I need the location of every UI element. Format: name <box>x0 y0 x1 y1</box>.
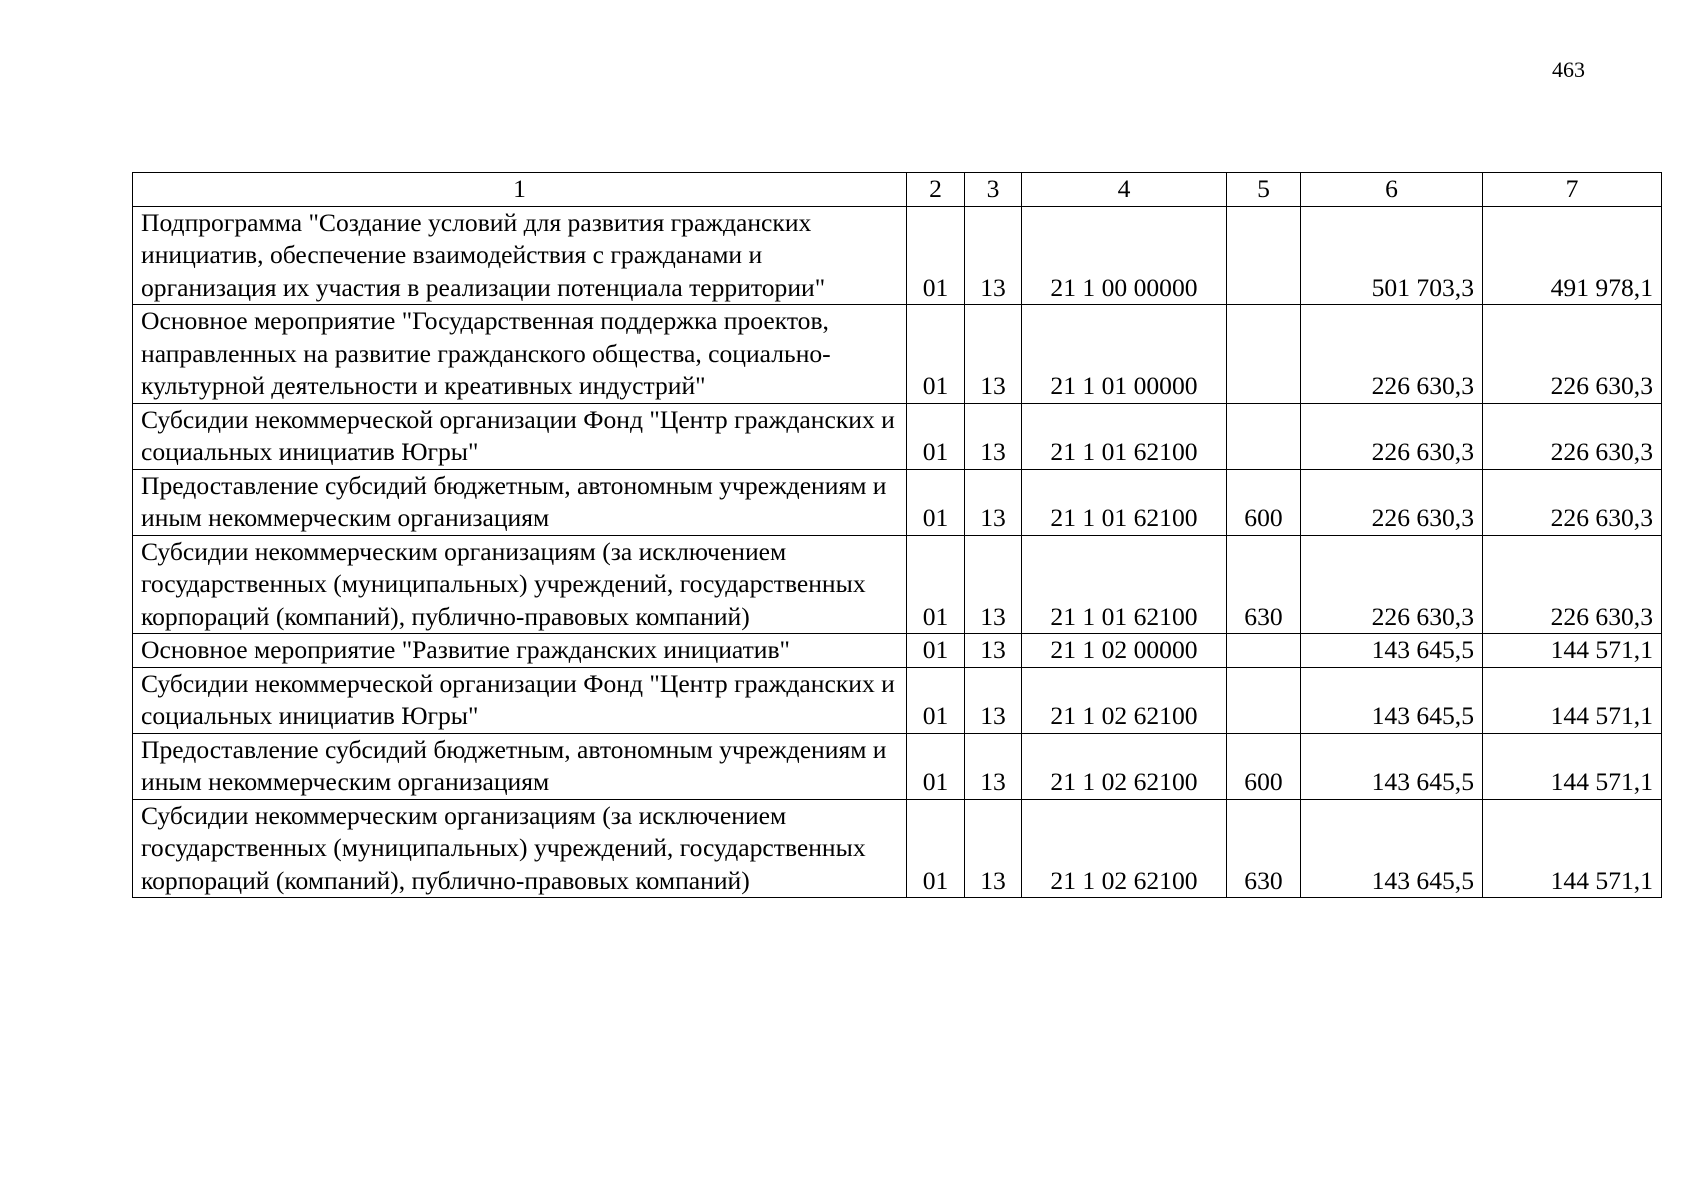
row-section: 01 <box>907 799 965 898</box>
row-section: 01 <box>907 634 965 668</box>
row-expense-type <box>1227 206 1301 305</box>
row-amount-2: 491 978,1 <box>1483 206 1662 305</box>
page-number: 463 <box>1552 57 1585 82</box>
row-section: 01 <box>907 469 965 535</box>
header-col-1: 1 <box>133 173 907 207</box>
row-amount-1: 143 645,5 <box>1301 799 1483 898</box>
row-target-code: 21 1 02 62100 <box>1022 733 1227 799</box>
row-section: 01 <box>907 733 965 799</box>
row-target-code: 21 1 02 00000 <box>1022 634 1227 668</box>
row-amount-2: 144 571,1 <box>1483 634 1662 668</box>
row-amount-2: 226 630,3 <box>1483 469 1662 535</box>
row-subsection: 13 <box>965 799 1022 898</box>
table-row <box>133 535 1662 634</box>
row-amount-1: 143 645,5 <box>1301 634 1483 668</box>
table-row <box>133 206 1662 305</box>
row-target-code: 21 1 01 62100 <box>1022 535 1227 634</box>
row-target-code: 21 1 00 00000 <box>1022 206 1227 305</box>
row-subsection: 13 <box>965 733 1022 799</box>
row-amount-1: 226 630,3 <box>1301 305 1483 404</box>
table-row <box>133 403 1662 469</box>
row-subsection: 13 <box>965 469 1022 535</box>
row-subsection: 13 <box>965 535 1022 634</box>
row-name: Предоставление субсидий бюджетным, автономным учреждениям и иным некоммерческим организациям <box>133 469 907 535</box>
row-amount-2: 226 630,3 <box>1483 403 1662 469</box>
row-name: Предоставление субсидий бюджетным, автономным учреждениям и иным некоммерческим организациям <box>133 733 907 799</box>
row-expense-type: 630 <box>1227 799 1301 898</box>
row-section: 01 <box>907 667 965 733</box>
row-expense-type <box>1227 634 1301 668</box>
table-row <box>133 667 1662 733</box>
row-expense-type: 630 <box>1227 535 1301 634</box>
row-amount-2: 226 630,3 <box>1483 305 1662 404</box>
row-amount-2: 144 571,1 <box>1483 733 1662 799</box>
header-row <box>133 173 1662 207</box>
row-amount-1: 226 630,3 <box>1301 469 1483 535</box>
row-name: Основное мероприятие "Государственная поддержка проектов, направленных на развитие гражданского общества, социально-культурной деятельности и креативных индустрий" <box>133 305 907 404</box>
row-amount-2: 226 630,3 <box>1483 535 1662 634</box>
row-subsection: 13 <box>965 403 1022 469</box>
row-section: 01 <box>907 403 965 469</box>
row-name: Субсидии некоммерческим организациям (за исключением государственных (муниципальных) учреждений, государственных корпораций (компаний), публично-правовых компаний) <box>133 799 907 898</box>
row-target-code: 21 1 01 62100 <box>1022 469 1227 535</box>
row-amount-1: 226 630,3 <box>1301 403 1483 469</box>
row-subsection: 13 <box>965 634 1022 668</box>
row-expense-type <box>1227 305 1301 404</box>
row-section: 01 <box>907 305 965 404</box>
table-header <box>133 173 1662 207</box>
row-target-code: 21 1 02 62100 <box>1022 799 1227 898</box>
row-name: Основное мероприятие "Развитие гражданских инициатив" <box>133 634 907 668</box>
header-col-4: 4 <box>1022 173 1227 207</box>
row-expense-type: 600 <box>1227 469 1301 535</box>
row-target-code: 21 1 01 62100 <box>1022 403 1227 469</box>
budget-table <box>132 172 1662 898</box>
row-amount-1: 143 645,5 <box>1301 667 1483 733</box>
row-expense-type: 600 <box>1227 733 1301 799</box>
table-row <box>133 733 1662 799</box>
row-name: Подпрограмма "Создание условий для развития гражданских инициатив, обеспечение взаимодействия с гражданами и организация их участия в реализации потенциала территории" <box>133 206 907 305</box>
table-row <box>133 469 1662 535</box>
row-name: Субсидии некоммерческой организации Фонд "Центр гражданских и социальных инициатив Югры" <box>133 403 907 469</box>
table-row <box>133 305 1662 404</box>
row-section: 01 <box>907 206 965 305</box>
row-amount-1: 143 645,5 <box>1301 733 1483 799</box>
row-amount-2: 144 571,1 <box>1483 667 1662 733</box>
table-row <box>133 799 1662 898</box>
table-row <box>133 634 1662 668</box>
row-amount-1: 226 630,3 <box>1301 535 1483 634</box>
row-expense-type <box>1227 403 1301 469</box>
table-body <box>133 206 1662 898</box>
row-name: Субсидии некоммерческим организациям (за исключением государственных (муниципальных) учреждений, государственных корпораций (компаний), публично-правовых компаний) <box>133 535 907 634</box>
row-subsection: 13 <box>965 206 1022 305</box>
row-subsection: 13 <box>965 305 1022 404</box>
row-amount-2: 144 571,1 <box>1483 799 1662 898</box>
row-target-code: 21 1 01 00000 <box>1022 305 1227 404</box>
row-section: 01 <box>907 535 965 634</box>
header-col-6: 6 <box>1301 173 1483 207</box>
header-col-5: 5 <box>1227 173 1301 207</box>
header-col-3: 3 <box>965 173 1022 207</box>
header-col-2: 2 <box>907 173 965 207</box>
header-col-7: 7 <box>1483 173 1662 207</box>
row-expense-type <box>1227 667 1301 733</box>
row-subsection: 13 <box>965 667 1022 733</box>
row-target-code: 21 1 02 62100 <box>1022 667 1227 733</box>
row-name: Субсидии некоммерческой организации Фонд "Центр гражданских и социальных инициатив Югры" <box>133 667 907 733</box>
row-amount-1: 501 703,3 <box>1301 206 1483 305</box>
